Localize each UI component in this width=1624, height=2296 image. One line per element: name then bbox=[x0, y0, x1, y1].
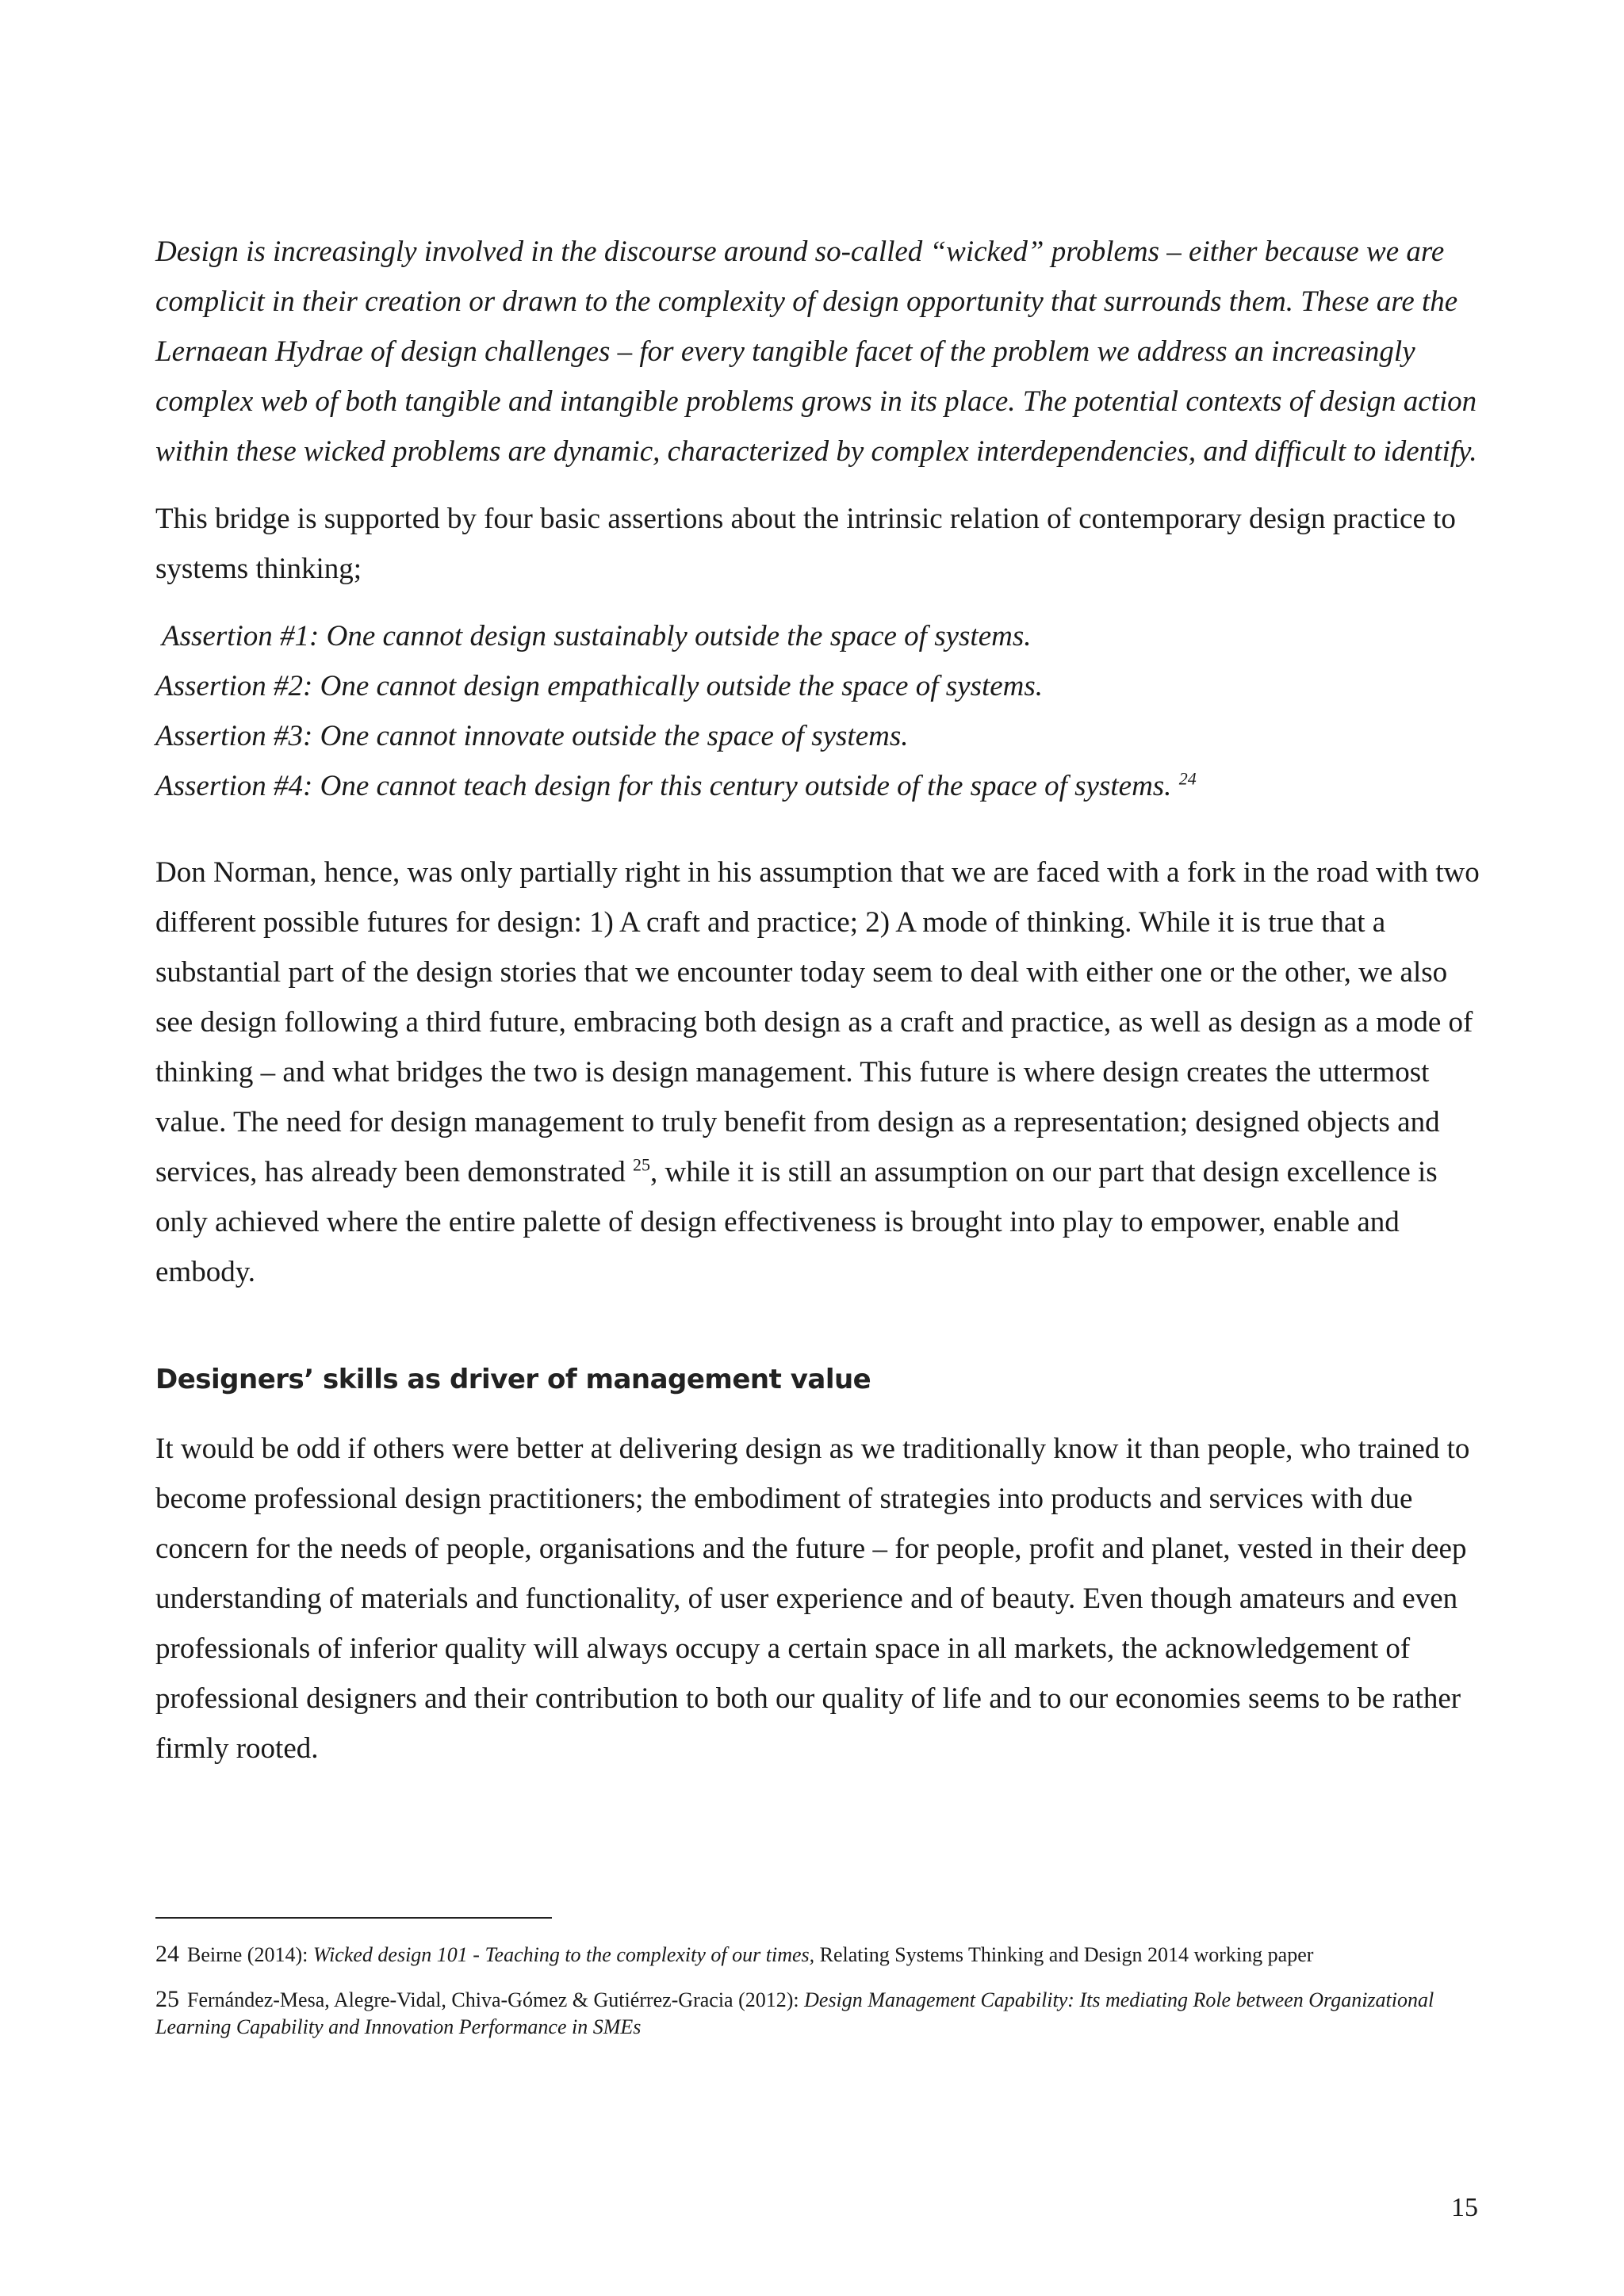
norman-paragraph-text-b: , while it is still an assumption on our part that design excellence is only achieved where the entire palette of design effectiveness is brought into play to empower, enable and embody. bbox=[155, 1156, 1438, 1288]
skills-paragraph: It would be odd if others were better at delivering design as we traditionally know it than people, who trained to become professional design practitioners; the embodiment of strategies into products and services with due concern for the needs of people, organisations and the future – for people, profit and planet, vested in their deep understanding of materials and functionality, of user experience and of beauty. Even though amateurs and even professionals of inferior quality will always occupy a certain space in all markets, the acknowledgement of professional designers and their contribution to both our quality of life and to our economies seems to be rather firmly rooted. bbox=[155, 1433, 1470, 1765]
assertion-2: Assertion #2: One cannot design empathically outside the space of systems. bbox=[155, 670, 1044, 702]
assertion-4 bbox=[155, 761, 1480, 811]
assertion-4-text: Assertion #4: One cannot teach design for this century outside of the space of systems. bbox=[155, 770, 1172, 802]
intro-paragraph: This bridge is supported by four basic assertions about the intrinsic relation of contemporary design practice to systems thinking; bbox=[155, 503, 1456, 585]
section-heading: Designers’ skills as driver of management value bbox=[155, 1364, 871, 1395]
footnote-ref-24[interactable]: 24 bbox=[1178, 768, 1197, 789]
assertions-list bbox=[155, 611, 1480, 811]
norman-paragraph bbox=[155, 848, 1480, 1297]
assertion-3: Assertion #3: One cannot innovate outside the space of systems. bbox=[155, 720, 909, 752]
page-body bbox=[155, 227, 1480, 1774]
opening-quote: Design is increasingly involved in the discourse around so-called “wicked” problems – either because we are complicit in their creation or drawn to the complexity of design opportunity that surrounds them. These are the Lernaean Hydrae of design challenges – for every tangible facet of the problem we address an increasingly complex web of both tangible and intangible problems grows in its place. The potential contexts of design action within these wicked problems are dynamic, characterized by complex interdependencies, and difficult to identify. bbox=[155, 235, 1477, 468]
footnote-source: Relating Systems Thinking and Design 2014 working paper bbox=[814, 1943, 1314, 1966]
norman-paragraph-text-a: Don Norman, hence, was only partially right in his assumption that we are faced with a fork in the road with two different possible futures for design: 1) A craft and practice; 2) A mode of thinking. While it is true that a substantial part of the design stories that we encounter today seem to deal with either one or the other, we also see design following a third future, embracing both design as a craft and practice, as well as design as a mode of thinking – and what bridges the two is design management. This future is where design creates the uttermost value. The need for design management to truly benefit from design as a representation; designed objects and services, has already been demonstrated bbox=[155, 856, 1480, 1188]
footnote-author: Beirne (2014): bbox=[187, 1943, 313, 1966]
footnotes bbox=[155, 1917, 1488, 2058]
assertion-1: Assertion #1: One cannot design sustainably outside the space of systems. bbox=[162, 620, 1032, 652]
footnote-number: 25 bbox=[155, 1986, 179, 2012]
footnote-divider bbox=[155, 1917, 552, 1919]
page-number: 15 bbox=[1451, 2193, 1478, 2222]
footnote-title: Design Management Capability: Its mediating Role between Organizational Learning Capability and Innovation Performance in SMEs bbox=[155, 1988, 1434, 2038]
footnote-author: Fernández-Mesa, Alegre-Vidal, Chiva-Gómez & Gutiérrez-Gracia (2012): bbox=[187, 1988, 805, 2011]
footnote-ref-25[interactable]: 25 bbox=[633, 1154, 651, 1175]
footnote-24 bbox=[155, 1941, 1488, 1969]
footnote-number: 24 bbox=[155, 1941, 179, 1967]
footnote-25 bbox=[155, 1986, 1488, 2041]
footnote-title: Wicked design 101 - Teaching to the complexity of our times, bbox=[312, 1943, 815, 1966]
